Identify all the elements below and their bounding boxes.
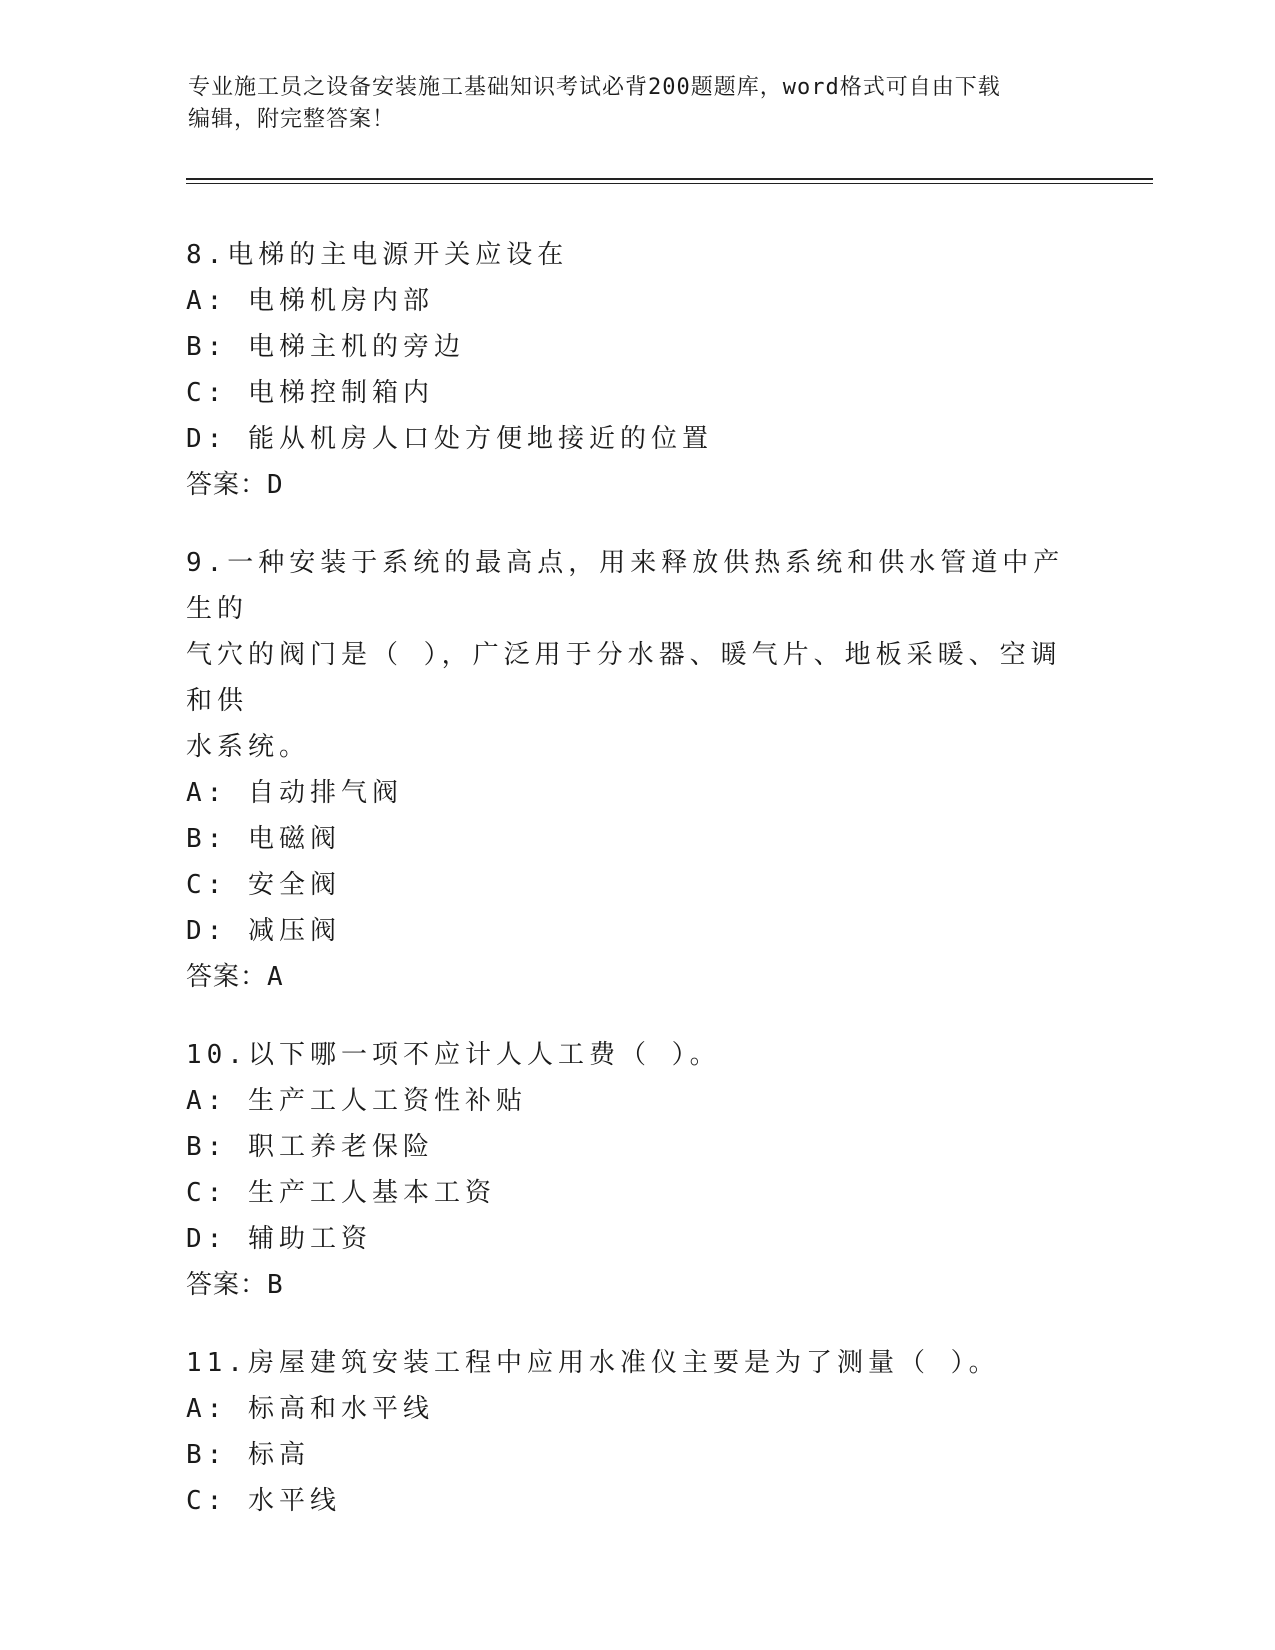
answer-label: 答案： [186,470,268,500]
document-header [188,72,1088,136]
answer-value: A [267,962,284,992]
option-a: A: 自动排气阀 [186,778,403,808]
option-b: B: 电磁阀 [186,824,341,854]
question-stem-line: 气穴的阀门是（ ），广泛用于分水器、暖气片、地板采暖、空调和供 [186,640,1062,716]
option-b: B: 职工养老保险 [186,1132,434,1162]
header-divider [186,178,1153,180]
question-stem-line: 水系统。 [186,732,311,762]
question-9 [186,540,1086,1000]
question-stem-line: 9.一种安装于系统的最高点，用来释放供热系统和供水管道中产生的 [186,548,1065,624]
option-a: A: 标高和水平线 [186,1394,434,1424]
option-c: C: 安全阀 [186,870,341,900]
option-c: C: 电梯控制箱内 [186,378,434,408]
answer-line [186,462,1086,508]
question-stem [186,1032,1086,1078]
option-c: C: 生产工人基本工资 [186,1178,496,1208]
option-d: D: 减压阀 [186,916,341,946]
question-stem-line: 8.电梯的主电源开关应设在 [186,240,569,270]
option-d: D: 能从机房人口处方便地接近的位置 [186,424,713,454]
option-c: C: 水平线 [186,1486,341,1516]
answer-line [186,1262,1086,1308]
question-8 [186,232,1086,508]
question-stem [186,540,1086,770]
question-stem-line: 11.房屋建筑安装工程中应用水准仪主要是为了测量（ ）。 [186,1348,1000,1378]
option-b: B: 电梯主机的旁边 [186,332,465,362]
answer-label: 答案： [186,962,268,992]
question-list [186,232,1086,1556]
question-stem [186,1340,1086,1386]
question-11 [186,1340,1086,1524]
option-a: A: 电梯机房内部 [186,286,434,316]
header-divider-thin [186,183,1153,184]
option-b: B: 标高 [186,1440,310,1470]
answer-value: D [267,470,284,500]
question-stem-line: 10.以下哪一项不应计人人工费（ ）。 [186,1040,721,1070]
option-a: A: 生产工人工资性补贴 [186,1086,527,1116]
answer-line [186,954,1086,1000]
question-stem [186,232,1086,278]
answer-label: 答案： [186,1270,268,1300]
header-line-2: 编辑，附完整答案！ [188,107,396,132]
header-line-1: 专业施工员之设备安装施工基础知识考试必背200题题库，word格式可自由下载 [188,75,1001,100]
answer-value: B [267,1270,284,1300]
option-d: D: 辅助工资 [186,1224,372,1254]
question-10 [186,1032,1086,1308]
